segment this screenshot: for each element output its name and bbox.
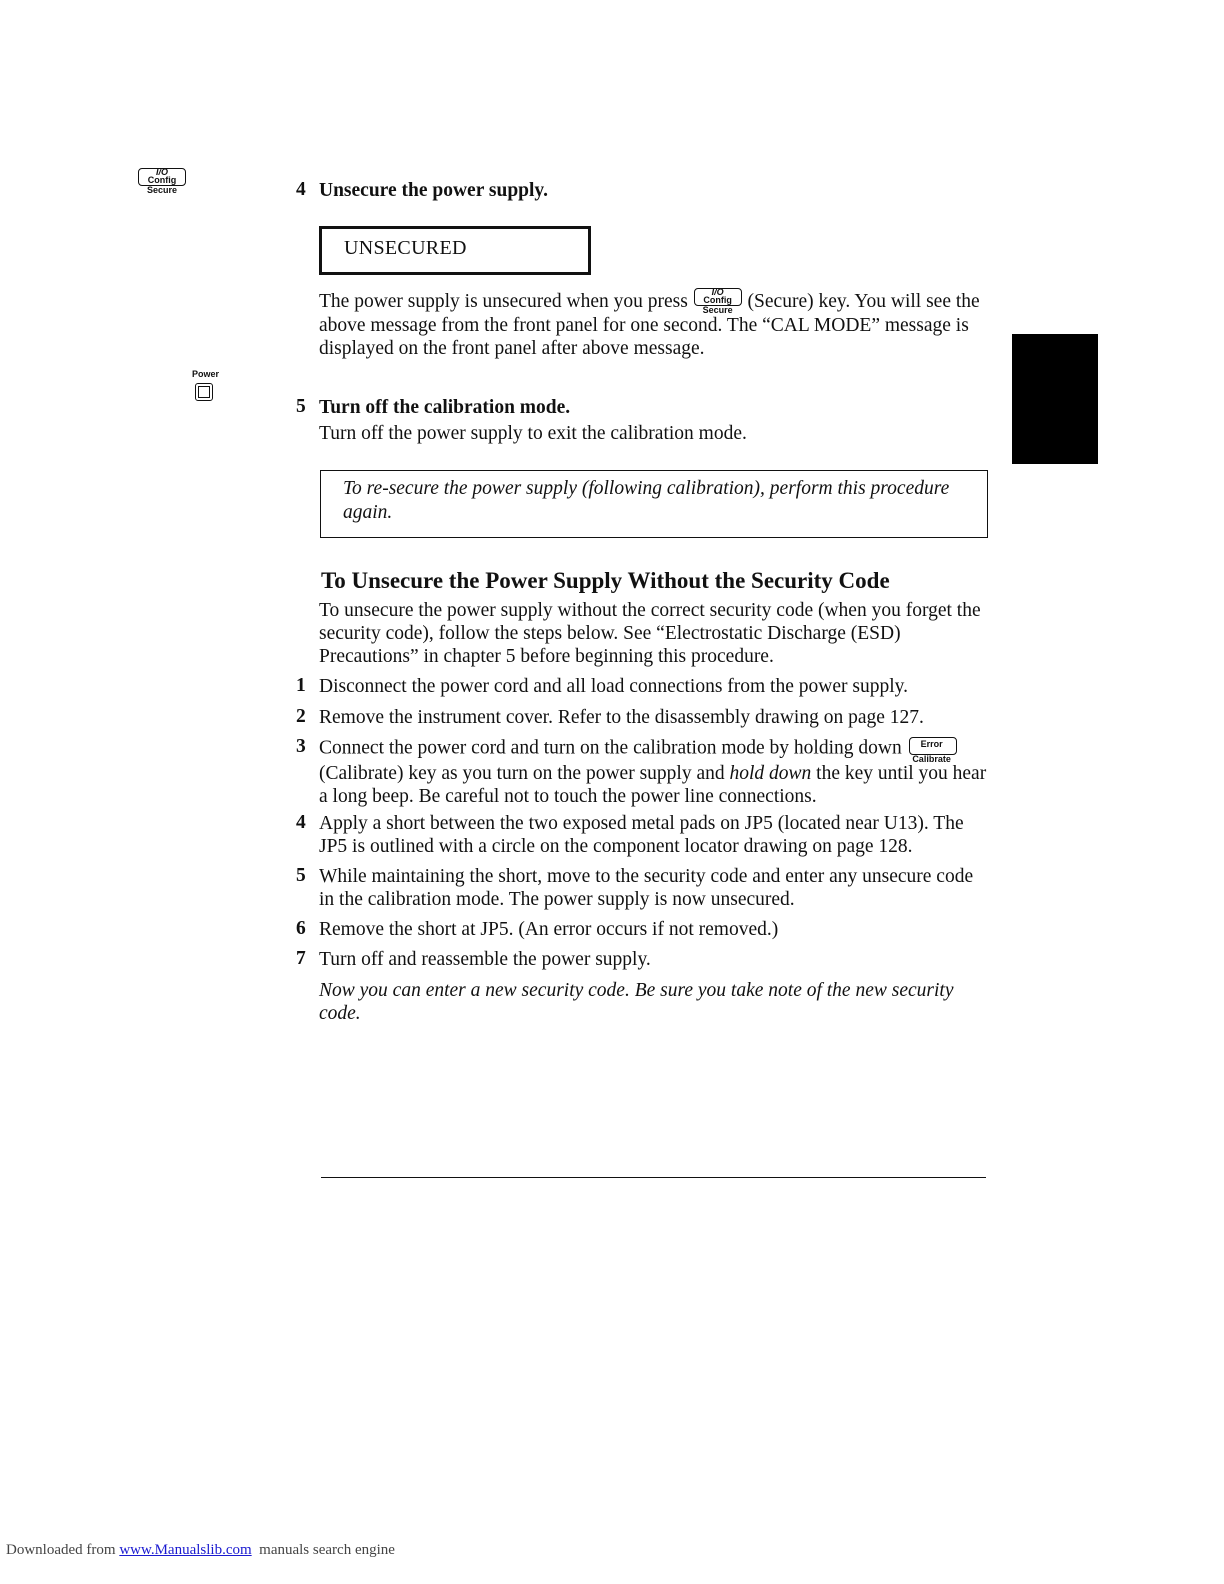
step-3-text-before: Connect the power cord and turn on the calibration mode by holding down [319,737,907,759]
inline-key-label-secure: Secure [702,304,733,315]
footer [6,1542,395,1559]
step-4-text-before: The power supply is unsecured when you press [319,291,693,312]
error-calibrate-key-icon [907,736,959,762]
closing-note: Now you can enter a new security code. Be sure you take note of the new security code. [319,980,954,1024]
step-number: 2 [296,706,306,727]
power-key-icon [191,368,231,396]
key-label-error: Error [920,739,943,749]
key-label-calibrate: Calibrate [912,754,951,764]
key-label-config: Config [147,175,177,185]
key-label-secure: Secure [146,185,178,195]
footer-suffix: manuals search engine [251,1542,395,1558]
display-message-text: UNSECURED [344,237,467,259]
step-5-number: 5 [296,396,306,417]
io-config-secure-inline-key-icon [693,286,743,314]
inline-key-label-io: I/O [711,286,724,297]
step-5-title: Turn off the calibration mode. [319,397,571,418]
step-number: 3 [296,736,306,757]
step-text [319,736,987,808]
step-5-description: Turn off the power supply to exit the calibration mode. [319,423,747,444]
step-text: While maintaining the short, move to the security code and enter any unsecure code in the calibration mode. The power supply is now unsecured. [319,866,974,910]
chapter-tab [1012,334,1098,464]
display-message-box [319,226,591,275]
step-4-title: Unsecure the power supply. [319,180,548,201]
step-number: 1 [296,675,306,696]
step-4-number: 4 [296,179,306,200]
step-3-text-italic: hold down [729,763,812,784]
io-config-secure-key-icon [137,166,187,194]
step-text: Turn off and reassemble the power supply. [319,949,651,970]
step-text: Remove the instrument cover. Refer to the disassembly drawing on page 127. [319,707,924,728]
step-text: Disconnect the power cord and all load connections from the power supply. [319,676,908,697]
key-label-io: I/O [155,167,168,177]
section-intro: To unsecure the power supply without the correct security code (when you forget the security code), follow the steps below. See “Electrostatic Discharge (ESD) Precautions” in chapter 5 before beginning this procedure. [319,600,981,667]
step-4-description [319,286,987,360]
step-4-text-after: (Secure) key. You will see the above message from the front panel for one second. The “CAL MODE” message is displayed on the front panel after above message. [319,291,980,359]
step-number: 6 [296,918,306,939]
power-key-label: Power [192,369,220,379]
page-rule [321,1177,986,1178]
step-number: 5 [296,865,306,886]
footer-prefix: Downloaded from [6,1542,120,1558]
step-text: Remove the short at JP5. (An error occurs if not removed.) [319,919,779,940]
footer-link[interactable]: www.Manualslib.com [119,1542,252,1558]
step-number: 4 [296,812,306,833]
step-3-text-end: the key until you hear a long beep. Be careful not to touch the power line connections. [319,763,987,807]
note-text: To re-secure the power supply (following calibration), perform this procedure again. [343,478,950,523]
note-box [320,470,988,538]
step-3-text-after: (Calibrate) key as you turn on the power supply and [319,763,730,784]
inline-key-label-config: Config [703,294,732,305]
section-title: To Unsecure the Power Supply Without the Security Code [321,568,890,593]
step-text: Apply a short between the two exposed metal pads on JP5 (located near U13). The JP5 is outlined with a circle on the component locator drawing on page 128. [319,813,964,857]
step-number: 7 [296,948,306,969]
